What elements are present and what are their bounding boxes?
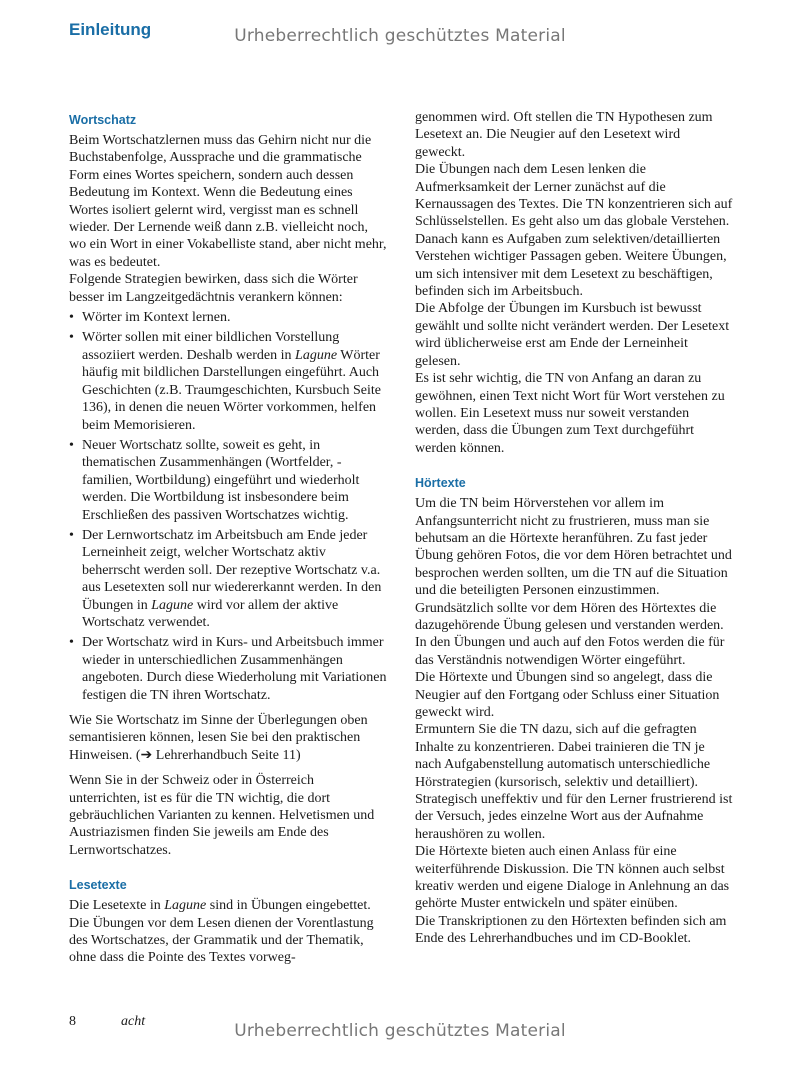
left-column (69, 112, 387, 967)
paragraph-hoertexte-strategies: Ermuntern Sie die TN dazu, sich auf die gefragten Inhalte zu konzentrieren. Dabei trainieren die TN je nach Aufgabenstellung automatisch unterschiedliche Hörstrategien (kursorisch, selektiv und detailliert). Strategisch uneffektiv und für den Lerner frustrierend ist der Versuch, jedes einzelne Wort aus der Aufnahme heraushören zu wollen. (415, 722, 733, 842)
paragraph-lesetexte-after: Die Übungen nach dem Lesen lenken die Aufmerksamkeit der Lerner zunächst auf die Kernaussagen des Textes. Die TN konzentrieren sich auf Schlüsselstellen. Es geht also um das globale Verstehen. Danach kann es Aufgaben zum selektiven/detaillierten Verstehen wichtiger Passagen geben. Weitere Übungen, um sich intensiver mit dem Lesetext zu beschäftigen, befinden sich im Arbeitsbuch. (415, 162, 733, 300)
paragraph-lead: Folgende Strategien bewirken, dass sich die Wörter besser im Langzeitgedächtnis verankern können: (69, 272, 358, 305)
paragraph-lesetexte-habit: Es ist sehr wichtig, die TN von Anfang an daran zu gewöhnen, einen Text nicht Wort für Wort verstehen zu wollen. Ein Lesetext muss nur soweit verstanden werden, dass die Übungen zum Text durchgeführt werden können. (415, 371, 725, 456)
page-number-word: acht (121, 1014, 146, 1029)
paragraph-hoertexte-discussion: Die Hörtexte bieten auch einen Anlass für eine weiterführende Diskussion. Die TN können auch selbst kreativ werden und eigene Dialoge in Anlehnung an das gehörte Muster entwickeln und später einüben. (415, 844, 730, 912)
paragraph-variants: Wenn Sie in der Schweiz oder in Österreich unterrichten, ist es für die TN wichtig, die dort gebräuchlichen Varianten zu kennen. Helvetismen und Austriazismen finden Sie jeweils am Ende des Lernwortschatzes. (69, 773, 375, 858)
paragraph-lesetexte-order: Die Abfolge der Übungen im Kursbuch ist bewusst gewählt und sollte nicht verändert werden. Der Lesetext wird üblicherweise erst am Ende der Lerneinheit gelesen. (415, 301, 730, 369)
paragraph-hoertexte-curiosity: Die Hörtexte und Übungen sind so angelegt, dass die Neugier auf den Fortgang oder Schluss einer Situation geweckt wird. (415, 670, 720, 720)
list-item: • Der Lernwortschatz im Arbeitsbuch am Ende jeder Lerneinheit zeigt, welcher Wortschatz aktiv beherrscht werden soll. Der rezeptive Wortschatz v.a. aus Lesetexten soll nur wiedererkannt werden. In den Übungen in Lagune wird vor allem der aktive Wortschatz verwendet. (69, 527, 387, 631)
paragraph-lesetexte-cont: genommen wird. Oft stellen die TN Hypothesen zum Lesetext an. Die Neugier auf den Lesetext wird geweckt. (415, 110, 713, 160)
list-item: • Neuer Wortschatz sollte, soweit es geht, in thematischen Zusammenhängen (Wortfelder, -familien, Wortbildung) eingeführt und wiederholt werden. Die Wortbildung ist insbesondere beim Erschließen des passiven Wortschatzes wichtig. (69, 437, 387, 524)
section-title: Einleitung (69, 20, 152, 39)
paragraph-lesetexte: Die Lesetexte in Lagune sind in Übungen eingebettet. Die Übungen vor dem Lesen dienen der Vorentlastung des Wortschatzes, der Grammatik und der Thematik, ohne dass die Pointe des Textes vorweg- (69, 898, 374, 966)
copyright-watermark-top: Urheberrechtlich geschütztes Material (234, 26, 566, 46)
heading-lesetexte: Lesetexte (69, 878, 127, 893)
copyright-watermark-bottom: Urheberrechtlich geschütztes Material (234, 1021, 566, 1041)
paragraph-intro: Beim Wortschatzlernen muss das Gehirn nicht nur die Buchstabenfolge, Aussprache und die grammatische Form eines Wortes speichern, sondern auch dessen Bedeutung im Kontext. Wenn die Bedeutung eines Wortes isoliert gelernt wird, vergisst man es schnell wieder. Der Lernende weiß dann z.B. vielleicht noch, wo ein Wort in einer Vokabelliste stand, aber nicht mehr, was es bedeutet. (69, 133, 387, 270)
right-column (415, 109, 733, 948)
page-number: 8 (69, 1014, 76, 1029)
heading-wortschatz: Wortschatz (69, 113, 137, 127)
paragraph-hoertexte-intro: Um die TN beim Hörverstehen vor allem im Anfangsunterricht nicht zu frustrieren, muss man sie behutsam an die Hörtexte heranführen. Zu fast jeder Übung gehören Fotos, die vor dem Hören betrachtet und besprochen werden sollten, um die TN auf die Situation und die beteiligten Personen einzustimmen. Grundsätzlich sollte vor dem Hören des Hörtextes die dazugehörende Übung gelesen und verstanden werden. In den Übungen und auch auf den Fotos werden die für das Verständnis notwendigen Wörter eingeführt. (415, 496, 732, 668)
list-item: • Wörter im Kontext lernen. (69, 309, 387, 326)
paragraph-hoertexte-transcripts: Die Transkriptionen zu den Hörtexten befinden sich am Ende des Lehrerhandbuches und im CD-Booklet. (415, 913, 727, 947)
paragraph-reference: Wie Sie Wortschatz im Sinne der Überlegungen oben semantisieren können, lesen Sie bei den praktischen Hinweisen. (➔ Lehrerhandbuch Seite 11) (69, 713, 368, 763)
heading-hoertexte: Hörtexte (415, 476, 466, 491)
strategy-list (69, 309, 387, 704)
list-item: • Wörter sollen mit einer bildlichen Vorstellung assoziiert werden. Deshalb werden in Lagune Wörter häufig mit bildlichen Darstellungen eingeführt. Auch Geschichten (z.B. Traumgeschichten, Kursbuch Seite 136), in denen die neuen Wörter vorkommen, helfen beim Memorisieren. (69, 329, 387, 433)
list-item: • Der Wortschatz wird in Kurs- und Arbeitsbuch immer wieder in unterschiedlichen Zusammenhängen angeboten. Durch diese Wiederholung mit Variationen festigen die TN ihren Wortschatz. (69, 634, 387, 704)
